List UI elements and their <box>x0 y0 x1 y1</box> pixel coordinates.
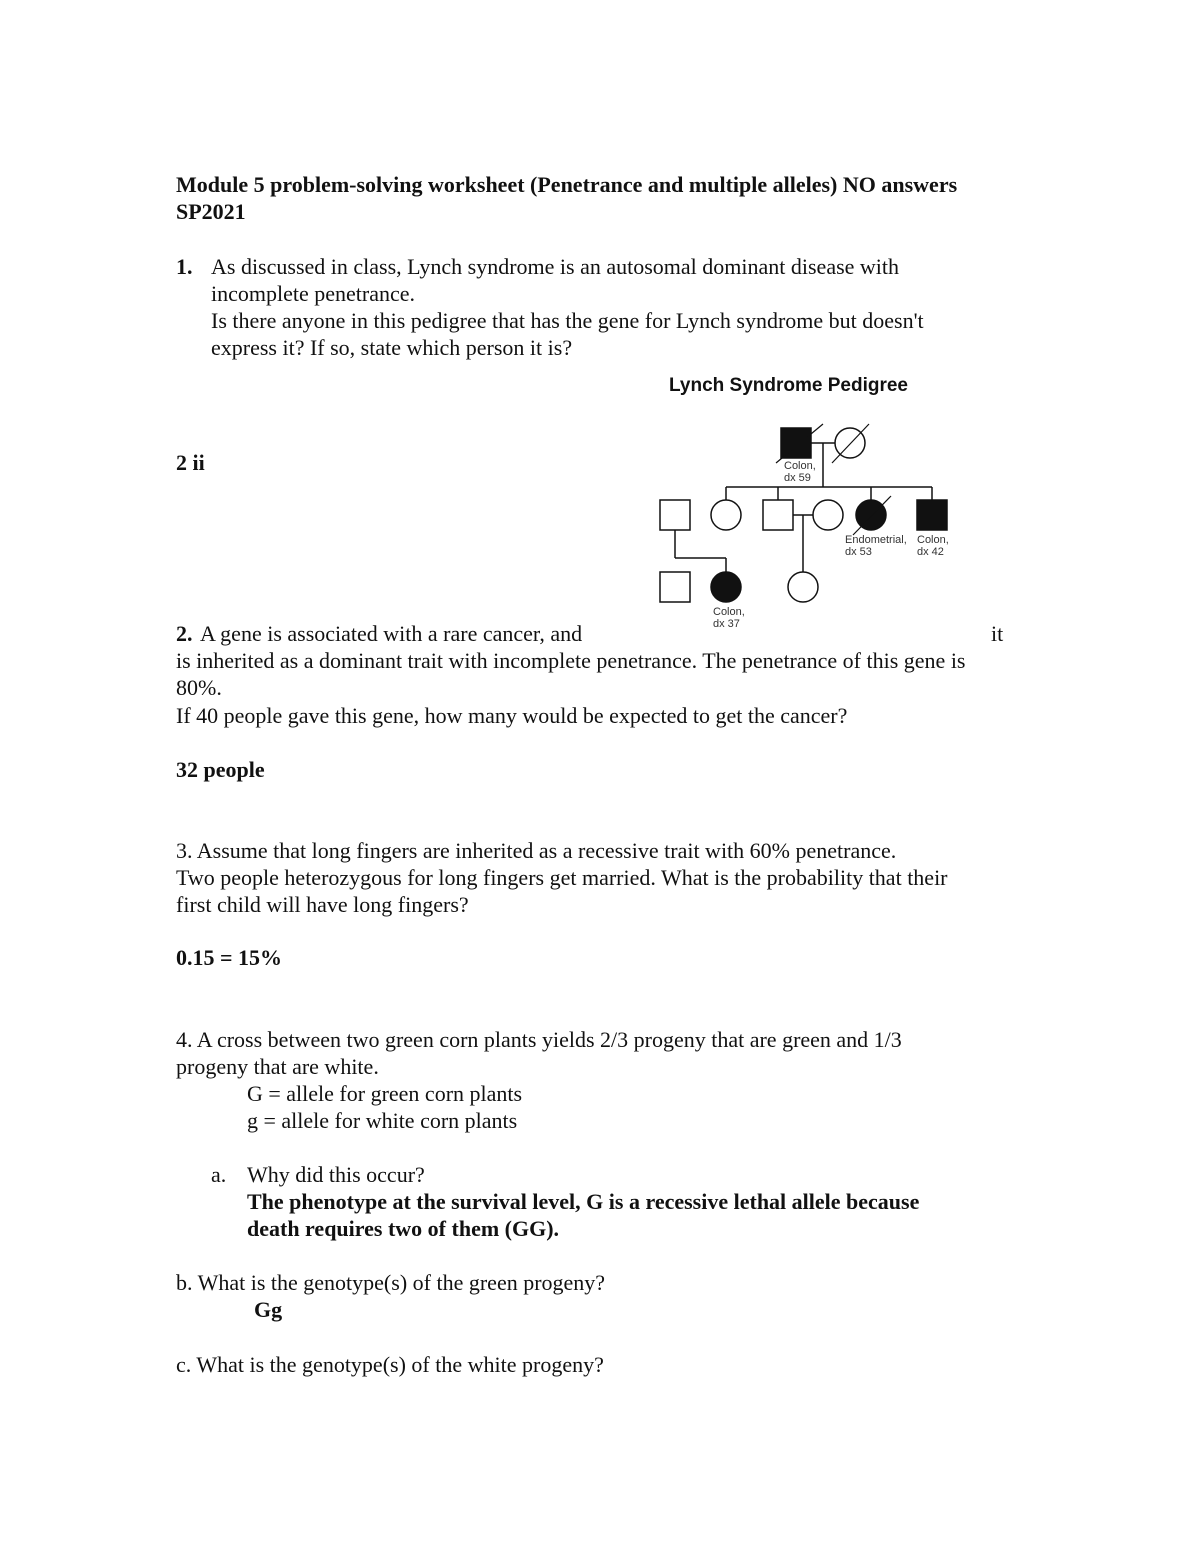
q4-allele-G: G = allele for green corn plants <box>247 1081 523 1106</box>
lynch-pedigree-diagram <box>0 0 1200 640</box>
q1-number: 1. <box>176 254 193 279</box>
q4b-question: b. What is the genotype(s) of the green progeny? <box>176 1270 606 1295</box>
gen3-affected-granddaughter-circle <box>711 572 741 602</box>
q3-text-line3: first child will have long fingers? <box>176 892 469 917</box>
q1-text-line4: express it? If so, state which person it is? <box>211 335 573 360</box>
q4a-question: Why did this occur? <box>247 1162 425 1187</box>
q2-number: 2. <box>176 621 193 646</box>
worksheet-term: SP2021 <box>176 199 246 224</box>
q2-text-line1b: it <box>991 621 1004 646</box>
grandfather-label-line2: dx 59 <box>784 472 811 484</box>
gen3-granddaughter-circle <box>788 572 818 602</box>
q2-text-line3: 80%. <box>176 675 222 700</box>
grandfather-affected-square <box>781 428 811 458</box>
q2-text-line4: If 40 people gave this gene, how many would be expected to get the cancer? <box>176 703 848 728</box>
gen2-daughter-circle <box>711 500 741 530</box>
q3-text-line2: Two people heterozygous for long fingers get married. What is the probability that their <box>176 865 948 890</box>
q4a-answer-line1: The phenotype at the survival level, G is a recessive lethal allele because <box>247 1189 920 1214</box>
gen3-square <box>660 572 690 602</box>
q3-answer: 0.15 = 15% <box>176 945 283 970</box>
q4c-question: c. What is the genotype(s) of the white progeny? <box>176 1352 604 1377</box>
gen3-label-line2: dx 37 <box>713 618 740 630</box>
q2-answer: 32 people <box>176 757 265 782</box>
gen3-label-line1: Colon, <box>713 606 745 618</box>
pedigree-title: Lynch Syndrome Pedigree <box>669 375 908 396</box>
q2-text-line2: is inherited as a dominant trait with incomplete penetrance. The penetrance of this gene is <box>176 648 966 673</box>
grandfather-label-line1: Colon, <box>784 460 816 472</box>
gen2-wife-circle <box>813 500 843 530</box>
q1-text-line2: incomplete penetrance. <box>211 281 416 306</box>
q1-text-line1: As discussed in class, Lynch syndrome is an autosomal dominant disease with <box>211 254 900 279</box>
gen2-affected-son-square <box>917 500 947 530</box>
q1-answer: 2 ii <box>176 450 205 475</box>
gen2-daughter-label-line2: dx 53 <box>845 546 872 558</box>
gen2-son-square <box>763 500 793 530</box>
gen2-daughter-label-line1: Endometrial, <box>845 534 907 546</box>
q4a-label: a. <box>211 1162 227 1187</box>
q1-text-line3: Is there anyone in this pedigree that has the gene for Lynch syndrome but doesn't <box>211 308 924 333</box>
q2-text-line1a: A gene is associated with a rare cancer, and <box>200 621 583 646</box>
gen2-son-label-line1: Colon, <box>917 534 949 546</box>
q3-text-line1: 3. Assume that long fingers are inherited as a recessive trait with 60% penetrance. <box>176 838 897 863</box>
gen2-husband-square <box>660 500 690 530</box>
gen2-son-label-line2: dx 42 <box>917 546 944 558</box>
q4a-answer-line2: death requires two of them (GG). <box>247 1216 560 1241</box>
gen2-affected-daughter-circle <box>856 500 886 530</box>
q4b-answer: Gg <box>254 1297 283 1322</box>
q4-allele-g: g = allele for white corn plants <box>247 1108 518 1133</box>
worksheet-title: Module 5 problem-solving worksheet (Penetrance and multiple alleles) NO answers <box>176 172 958 197</box>
q4-text-line1: 4. A cross between two green corn plants yields 2/3 progeny that are green and 1/3 <box>176 1027 902 1052</box>
q4-text-line2: progeny that are white. <box>176 1054 379 1079</box>
